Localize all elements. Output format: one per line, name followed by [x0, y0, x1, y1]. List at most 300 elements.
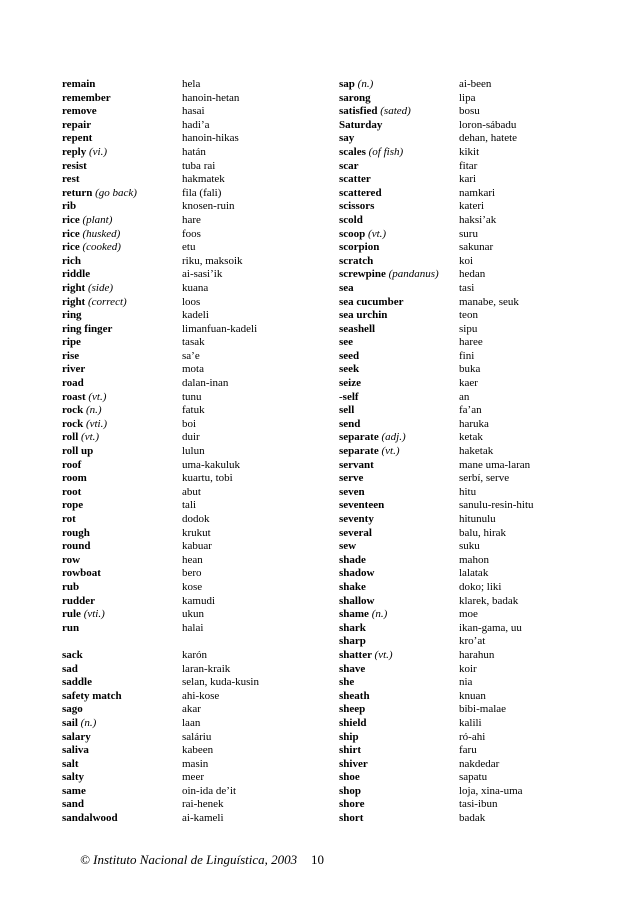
dictionary-entry	[339, 132, 599, 146]
dictionary-entry	[339, 744, 599, 758]
headword-text: shallow	[339, 594, 375, 607]
tetum-translation: mota	[182, 363, 204, 376]
headword	[339, 540, 356, 554]
tetum-translation: serbí, serve	[459, 472, 510, 485]
dictionary-entry	[62, 595, 322, 609]
headword	[62, 296, 127, 310]
headword-text: rule	[62, 608, 81, 621]
dictionary-entry	[339, 431, 599, 445]
headword	[62, 282, 113, 296]
tetum-translation: fila (fali)	[182, 186, 222, 199]
headword-text: rock	[62, 417, 84, 430]
dictionary-entry	[62, 744, 322, 758]
dictionary-entry	[62, 377, 322, 391]
headword-text: separate	[339, 431, 379, 444]
headword-text: rub	[62, 580, 80, 593]
dictionary-entry	[62, 812, 322, 826]
headword	[339, 663, 365, 677]
headword-text: rest	[62, 173, 80, 186]
grammatical-qualifier: (side)	[87, 281, 114, 294]
headword-text: rope	[62, 499, 84, 512]
headword	[62, 363, 85, 377]
headword	[339, 336, 353, 350]
dictionary-entry	[62, 119, 322, 133]
tetum-translation: fitar	[459, 159, 478, 172]
tetum-translation: moe	[459, 608, 478, 621]
headword-text: rib	[62, 200, 77, 213]
headword	[339, 404, 354, 418]
headword-text: root	[62, 485, 82, 498]
page-footer	[80, 852, 324, 868]
headword	[339, 92, 371, 106]
tetum-translation: loja, xina-uma	[459, 784, 523, 797]
headword-text: seashell	[339, 322, 376, 335]
tetum-translation: kose	[182, 580, 203, 593]
headword-text: row	[62, 553, 81, 566]
dictionary-entry	[339, 540, 599, 554]
headword	[339, 771, 360, 785]
headword	[62, 377, 84, 391]
headword-text: shame	[339, 608, 369, 621]
tetum-translation: halai	[182, 621, 204, 634]
grammatical-qualifier: (n.)	[80, 716, 97, 729]
dictionary-entry	[62, 513, 322, 527]
tetum-translation: namkari	[459, 186, 496, 199]
headword	[62, 554, 80, 568]
dictionary-entry	[62, 160, 322, 174]
headword	[62, 187, 137, 201]
dictionary-entry	[339, 486, 599, 500]
headword-text: send	[339, 417, 361, 430]
tetum-translation: kuartu, tobi	[182, 472, 233, 485]
tetum-translation: buka	[459, 363, 481, 376]
headword	[62, 690, 122, 704]
tetum-translation: hean	[182, 553, 203, 566]
tetum-translation: riku, maksoik	[182, 254, 243, 267]
headword-text: seek	[339, 363, 360, 376]
right-dictionary-column	[339, 78, 599, 826]
headword-text: seize	[339, 377, 361, 390]
tetum-translation: tasak	[182, 336, 205, 349]
tetum-translation: kadeli	[182, 309, 209, 322]
dictionary-entry	[339, 160, 599, 174]
headword-text: seventy	[339, 513, 374, 525]
headword	[339, 554, 366, 568]
headword-text: short	[339, 812, 364, 825]
dictionary-entry	[62, 649, 322, 663]
headword-text: rise	[62, 349, 80, 362]
tetum-translation: tunu	[182, 390, 202, 403]
dictionary-entry	[62, 200, 322, 214]
headword	[339, 798, 364, 812]
headword-text: shake	[339, 580, 366, 593]
grammatical-qualifier: (vt.)	[368, 227, 387, 240]
tetum-translation: ikan-gama, uu	[459, 621, 522, 634]
tetum-translation: meer	[182, 771, 204, 784]
grammatical-qualifier: (of fish)	[368, 145, 404, 158]
headword-text: sarong	[339, 91, 371, 104]
dictionary-entry	[339, 350, 599, 364]
headword-text: scales	[339, 145, 366, 158]
headword	[62, 663, 78, 677]
dictionary-entry	[62, 798, 322, 812]
headword-text: sail	[62, 716, 78, 729]
headword-text: riddle	[62, 268, 91, 281]
headword-text: scar	[339, 159, 359, 172]
headword	[339, 445, 399, 459]
dictionary-entry	[62, 173, 322, 187]
headword-text: resist	[62, 159, 87, 172]
headword	[339, 431, 406, 445]
grammatical-qualifier: (vt.)	[374, 648, 393, 661]
tetum-translation: kabeen	[182, 744, 214, 757]
headword-text: salt	[62, 757, 79, 770]
headword	[339, 459, 374, 473]
tetum-translation: koi	[459, 254, 474, 267]
tetum-translation: sanulu-resin-hitu	[459, 499, 534, 512]
dictionary-entry	[339, 241, 599, 255]
headword	[339, 363, 359, 377]
headword-text: ripe	[62, 336, 81, 349]
dictionary-entry	[62, 486, 322, 500]
headword	[339, 268, 439, 282]
headword	[62, 567, 101, 581]
headword	[62, 431, 99, 445]
tetum-translation: hakmatek	[182, 173, 225, 186]
headword	[62, 771, 84, 785]
tetum-translation: saláriu	[182, 730, 212, 743]
dictionary-entry	[339, 581, 599, 595]
tetum-translation: mane uma-laran	[459, 458, 531, 471]
headword	[339, 649, 393, 663]
dictionary-entry	[339, 214, 599, 228]
dictionary-entry	[339, 554, 599, 568]
dictionary-entry	[339, 499, 599, 513]
headword	[62, 132, 92, 146]
headword	[62, 812, 118, 826]
headword-text: shark	[339, 621, 366, 634]
headword	[62, 105, 97, 119]
headword	[339, 635, 366, 649]
headword	[62, 744, 89, 758]
headword-text: rowboat	[62, 567, 101, 580]
tetum-translation: hedan	[459, 268, 486, 281]
headword-text: scorpion	[339, 241, 380, 254]
headword	[62, 445, 93, 459]
tetum-translation: uma-kakuluk	[182, 458, 241, 471]
headword-text: room	[62, 472, 87, 485]
headword	[62, 459, 81, 473]
dictionary-entry	[62, 268, 322, 282]
headword-text: right	[62, 295, 86, 308]
dictionary-entry	[339, 78, 599, 92]
headword	[339, 690, 370, 704]
headword-text: sand	[62, 798, 85, 811]
tetum-translation: sa’e	[182, 349, 200, 362]
headword-text: say	[339, 132, 355, 145]
headword-text: rice	[62, 241, 80, 254]
tetum-translation: nakdedar	[459, 757, 500, 770]
dictionary-entry	[62, 785, 322, 799]
grammatical-qualifier: (vti.)	[85, 417, 108, 430]
headword-text: see	[339, 336, 354, 349]
dictionary-entry	[62, 567, 322, 581]
tetum-translation: fini	[459, 349, 475, 362]
tetum-translation: teon	[459, 309, 478, 322]
headword	[339, 486, 365, 500]
dictionary-entry	[339, 173, 599, 187]
dictionary-entry	[339, 119, 599, 133]
dictionary-entry	[62, 255, 322, 269]
headword-text: roll	[62, 431, 79, 444]
headword	[339, 241, 379, 255]
headword	[62, 391, 106, 405]
dictionary-entry	[339, 731, 599, 745]
headword	[62, 323, 112, 337]
tetum-translation: ahi-kose	[182, 689, 220, 702]
headword-text: remember	[62, 91, 111, 104]
headword-text: shore	[339, 798, 365, 811]
dictionary-entry	[339, 200, 599, 214]
tetum-translation: bibi-malae	[459, 703, 507, 716]
dictionary-entry	[62, 336, 322, 350]
dictionary-entry	[62, 540, 322, 554]
headword	[62, 241, 121, 255]
tetum-translation: laan	[182, 716, 201, 729]
headword-text: sea	[339, 281, 354, 294]
dictionary-entry	[62, 241, 322, 255]
grammatical-qualifier: (n.)	[85, 404, 102, 417]
headword	[339, 676, 354, 690]
grammatical-qualifier: (n.)	[357, 78, 374, 90]
tetum-translation: haketak	[459, 445, 494, 458]
dictionary-entry	[62, 431, 322, 445]
dictionary-entry	[62, 472, 322, 486]
tetum-translation: hare	[182, 213, 201, 226]
dictionary-entry	[62, 731, 322, 745]
dictionary-entry	[62, 214, 322, 228]
tetum-translation: dodok	[182, 513, 210, 525]
headword	[339, 567, 374, 581]
tetum-translation: hanoin-hikas	[182, 132, 239, 145]
headword-text: remove	[62, 105, 97, 118]
dictionary-entry	[62, 554, 322, 568]
headword-text: rot	[62, 513, 76, 525]
headword-text: scold	[339, 213, 363, 226]
headword-text: sack	[62, 648, 83, 661]
tetum-translation: oin-ida de’it	[182, 784, 237, 797]
dictionary-entry	[339, 771, 599, 785]
headword	[62, 622, 79, 636]
dictionary-entry	[62, 676, 322, 690]
headword-text: shoe	[339, 771, 360, 784]
dictionary-entry	[339, 812, 599, 826]
headword-text: screwpine	[339, 268, 386, 281]
tetum-translation: suru	[459, 227, 478, 240]
tetum-translation: ai-kameli	[182, 812, 224, 825]
dictionary-entry	[62, 78, 322, 92]
headword	[62, 268, 90, 282]
headword	[62, 309, 82, 323]
tetum-translation: tasi	[459, 281, 475, 294]
dictionary-entry	[62, 690, 322, 704]
tetum-translation: haksi’ak	[459, 213, 497, 226]
headword-text: scratch	[339, 254, 374, 267]
headword	[339, 200, 374, 214]
dictionary-entry	[339, 663, 599, 677]
tetum-translation: bero	[182, 567, 202, 580]
headword-text: salty	[62, 771, 84, 784]
headword-text: rock	[62, 404, 84, 417]
headword	[339, 146, 403, 160]
headword-text: rice	[62, 227, 80, 240]
tetum-translation: manabe, seuk	[459, 295, 519, 308]
tetum-translation: hatán	[182, 145, 206, 158]
grammatical-qualifier: (n.)	[371, 608, 388, 621]
dictionary-entry	[339, 690, 599, 704]
headword-text: sell	[339, 404, 355, 417]
headword	[62, 78, 95, 92]
headword-text: rice	[62, 213, 80, 226]
tetum-translation: duir	[182, 431, 200, 444]
tetum-translation: laran-kraik	[182, 662, 231, 675]
tetum-translation: klarek, badak	[459, 594, 519, 607]
headword-text: ring	[62, 309, 82, 322]
dictionary-entry	[339, 92, 599, 106]
dictionary-entry	[62, 663, 322, 677]
tetum-translation: haruka	[459, 417, 489, 430]
headword-text: shop	[339, 784, 362, 797]
headword	[339, 785, 361, 799]
headword	[62, 581, 79, 595]
dictionary-entry	[339, 363, 599, 377]
headword-text: servant	[339, 458, 374, 471]
headword-text: salary	[62, 730, 91, 743]
grammatical-qualifier: (vt.)	[381, 445, 400, 458]
headword-text: separate	[339, 445, 379, 458]
headword	[339, 717, 367, 731]
headword-text: return	[62, 186, 93, 199]
dictionary-entry	[62, 350, 322, 364]
tetum-translation: loron-sábadu	[459, 118, 517, 131]
dictionary-entry	[339, 798, 599, 812]
dictionary-entry	[62, 132, 322, 146]
headword-text: run	[62, 621, 80, 634]
dictionary-entry	[62, 703, 322, 717]
dictionary-entry	[62, 771, 322, 785]
dictionary-entry	[339, 472, 599, 486]
headword-text: sea cucumber	[339, 295, 404, 308]
headword	[339, 323, 375, 337]
tetum-translation: badak	[459, 812, 486, 825]
grammatical-qualifier: (plant)	[82, 213, 113, 226]
grammatical-qualifier: (go back)	[95, 186, 137, 199]
headword	[62, 404, 102, 418]
grammatical-qualifier: (husked)	[82, 227, 121, 240]
headword	[339, 350, 359, 364]
dictionary-entry	[62, 717, 322, 731]
headword	[62, 731, 91, 745]
headword-text: road	[62, 377, 84, 390]
tetum-translation: hitunulu	[459, 513, 496, 525]
headword-text: repair	[62, 118, 92, 131]
headword-text: serve	[339, 472, 364, 485]
tetum-translation: karón	[182, 648, 208, 661]
headword-text: saddle	[62, 676, 92, 689]
tetum-translation: kamudi	[182, 594, 215, 607]
headword-text: scattered	[339, 186, 382, 199]
headword	[339, 513, 374, 527]
headword	[62, 649, 83, 663]
headword-text: ring finger	[62, 322, 113, 335]
tetum-translation: rai-henek	[182, 798, 224, 811]
dictionary-entry	[339, 296, 599, 310]
dictionary-entry	[62, 527, 322, 541]
dictionary-entry	[339, 418, 599, 432]
dictionary-entry	[62, 228, 322, 242]
tetum-translation: ukun	[182, 608, 204, 621]
tetum-translation: lulun	[182, 445, 205, 458]
headword	[339, 622, 366, 636]
dictionary-entry	[62, 391, 322, 405]
dictionary-entry	[339, 187, 599, 201]
headword	[339, 173, 371, 187]
headword	[62, 255, 81, 269]
headword-text: same	[62, 784, 86, 797]
tetum-translation: knuan	[459, 689, 486, 702]
dictionary-entry	[339, 404, 599, 418]
headword-text: sew	[339, 540, 357, 553]
page-number: 10	[311, 852, 324, 867]
tetum-translation: balu, hirak	[459, 526, 507, 539]
headword	[62, 608, 105, 622]
tetum-translation: loos	[182, 295, 201, 308]
grammatical-qualifier: (cooked)	[82, 241, 121, 254]
dictionary-entry	[339, 255, 599, 269]
tetum-translation: bosu	[459, 105, 480, 118]
headword-text: river	[62, 363, 86, 376]
tetum-translation: tuba rai	[182, 159, 216, 172]
tetum-translation: etu	[182, 241, 196, 254]
headword	[339, 132, 354, 146]
headword	[339, 731, 359, 745]
headword-text: sea urchin	[339, 309, 388, 322]
dictionary-entry	[339, 527, 599, 541]
headword	[62, 527, 90, 541]
tetum-translation: foos	[182, 227, 201, 240]
tetum-translation: kuana	[182, 281, 209, 294]
headword	[62, 173, 80, 187]
tetum-translation: tali	[182, 499, 197, 512]
tetum-translation: faru	[459, 744, 477, 757]
headword-text: shatter	[339, 648, 372, 661]
headword	[62, 540, 91, 554]
tetum-translation: ai-sasi’ik	[182, 268, 223, 281]
tetum-translation: harahun	[459, 648, 495, 661]
headword-text: sheep	[339, 703, 366, 716]
headword-text: shave	[339, 662, 366, 675]
tetum-translation: lipa	[459, 91, 476, 104]
grammatical-qualifier: (vt.)	[81, 431, 100, 444]
headword-text: roast	[62, 390, 86, 403]
dictionary-entry	[339, 758, 599, 772]
dictionary-entry	[62, 418, 322, 432]
headword-text: round	[62, 540, 91, 553]
headword	[62, 717, 96, 731]
dictionary-entry	[62, 445, 322, 459]
headword	[62, 336, 81, 350]
headword	[62, 418, 107, 432]
